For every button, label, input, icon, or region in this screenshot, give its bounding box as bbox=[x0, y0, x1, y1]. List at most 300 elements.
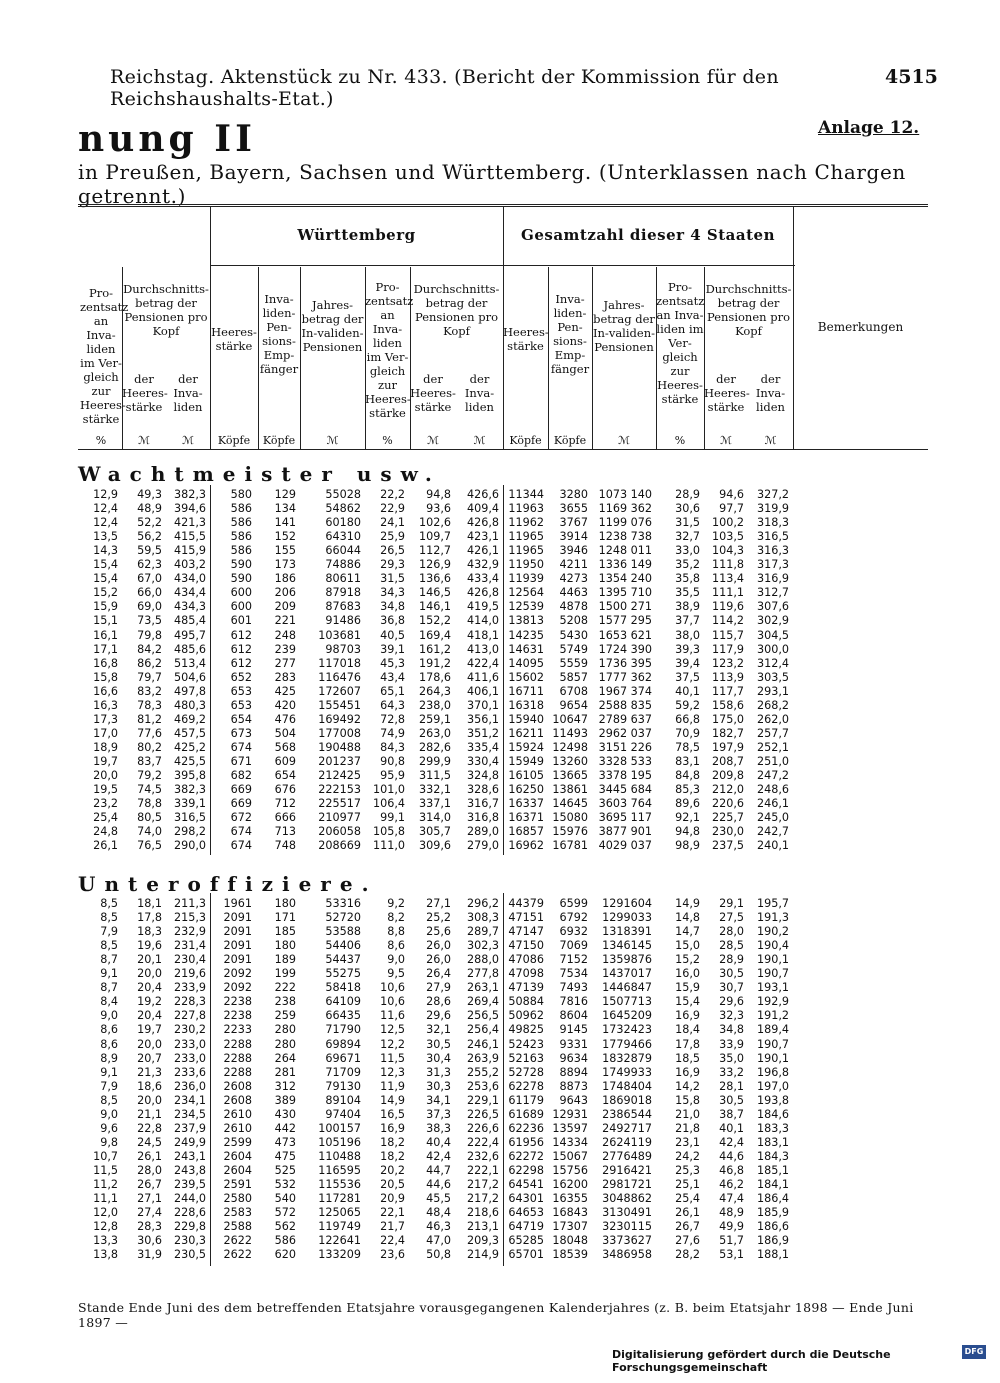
table-cell: 1073 140 bbox=[598, 488, 652, 501]
table-cell: 12,4 bbox=[93, 516, 118, 530]
table-cell: 22,1 bbox=[380, 1206, 405, 1220]
table-cell: 42,4 bbox=[426, 1149, 451, 1163]
table-cell: 24,2 bbox=[675, 1149, 700, 1163]
table-cell: 177008 bbox=[318, 726, 361, 740]
table-cell: 191,2 bbox=[756, 1009, 789, 1023]
table-cell: 1779466 bbox=[602, 1037, 652, 1051]
table-cell: 293,1 bbox=[756, 684, 789, 698]
table-cell: 11,9 bbox=[380, 1079, 405, 1093]
table-cell: 2776489 bbox=[602, 1149, 652, 1163]
table-cell: 15602 bbox=[508, 670, 544, 684]
table-cell: 2610 bbox=[223, 1107, 252, 1121]
table-cell: 1395 710 bbox=[598, 586, 652, 600]
table-cell: 71790 bbox=[325, 1023, 361, 1037]
table-cell: 19,5 bbox=[93, 783, 118, 797]
table-cell: 64109 bbox=[325, 995, 361, 1009]
table-cell: 672 bbox=[230, 811, 252, 825]
table-cell: 184,1 bbox=[756, 1178, 789, 1191]
table-cell: 22,4 bbox=[380, 1234, 405, 1248]
table-cell: 504 bbox=[274, 726, 296, 740]
table-cell: 248 bbox=[274, 628, 296, 642]
table-row bbox=[0, 1206, 1000, 1220]
table-cell: 79,7 bbox=[137, 670, 162, 684]
table-cell: 28,2 bbox=[675, 1248, 700, 1262]
table-cell: 105,8 bbox=[372, 825, 405, 839]
table-cell: 16711 bbox=[508, 684, 544, 698]
table-cell: 94,6 bbox=[719, 488, 744, 501]
table-cell: 146,5 bbox=[418, 586, 451, 600]
table-cell: 257,7 bbox=[756, 726, 789, 740]
dfg-logo-icon: DFG bbox=[962, 1345, 986, 1359]
table-cell: 1832879 bbox=[602, 1051, 652, 1065]
table-cell: 654 bbox=[230, 712, 252, 726]
table-cell: 66435 bbox=[325, 1009, 361, 1023]
table-cell: 77,6 bbox=[137, 726, 162, 740]
table-cell: 53316 bbox=[325, 897, 361, 910]
table-cell: 3946 bbox=[559, 544, 588, 558]
digitization-credit: Digitalisierung gefördert durch die Deutsche Forschungsgemeinschaft bbox=[612, 1348, 891, 1374]
table-cell: 421,3 bbox=[173, 516, 206, 530]
table-cell: 178,6 bbox=[418, 670, 451, 684]
table-cell: 188,1 bbox=[756, 1248, 789, 1262]
table-cell: 2981721 bbox=[602, 1178, 652, 1191]
table-cell: 53,1 bbox=[719, 1248, 744, 1262]
table-cell: 28,1 bbox=[719, 1079, 744, 1093]
table-cell: 2591 bbox=[223, 1178, 252, 1191]
table-cell: 28,6 bbox=[426, 995, 451, 1009]
table-cell: 24,5 bbox=[137, 1135, 162, 1149]
table-cell: 1732423 bbox=[602, 1023, 652, 1037]
table-cell: 251,0 bbox=[756, 754, 789, 768]
table-cell: 318,3 bbox=[756, 516, 789, 530]
table-cell: 1736 395 bbox=[598, 656, 652, 670]
table-cell: 74886 bbox=[325, 558, 361, 572]
unit-label: Köpfe bbox=[262, 434, 296, 447]
table-cell: 562 bbox=[274, 1220, 296, 1234]
table-cell: 20,2 bbox=[380, 1163, 405, 1177]
table-cell: 281 bbox=[274, 1065, 296, 1079]
table-row bbox=[0, 911, 1000, 925]
col-rule bbox=[592, 267, 593, 450]
table-cell: 24,8 bbox=[93, 825, 118, 839]
table-cell: 50884 bbox=[508, 995, 544, 1009]
table-cell: 18,2 bbox=[380, 1149, 405, 1163]
table-cell: 9,1 bbox=[100, 967, 118, 981]
col-header-sub-heeresstaerke: der Heeres-stärke bbox=[410, 372, 456, 414]
table-cell: 89104 bbox=[325, 1093, 361, 1107]
table-cell: 9,0 bbox=[100, 1009, 118, 1023]
table-cell: 6932 bbox=[559, 925, 588, 939]
table-cell: 12,8 bbox=[93, 1220, 118, 1234]
table-cell: 8,5 bbox=[100, 897, 118, 910]
table-cell: 8,7 bbox=[100, 953, 118, 967]
table-cell: 17,8 bbox=[675, 1037, 700, 1051]
table-cell: 51,7 bbox=[719, 1234, 744, 1248]
table-cell: 415,9 bbox=[173, 544, 206, 558]
table-cell: 256,5 bbox=[466, 1009, 499, 1023]
table-cell: 30,5 bbox=[719, 1093, 744, 1107]
table-cell: 182,7 bbox=[711, 726, 744, 740]
table-cell: 15,4 bbox=[675, 995, 700, 1009]
table-cell: 158,6 bbox=[711, 698, 744, 712]
table-cell: 13,3 bbox=[93, 1234, 118, 1248]
table-cell: 62278 bbox=[508, 1079, 544, 1093]
table-cell: 98703 bbox=[325, 642, 361, 656]
table-cell: 220,6 bbox=[711, 797, 744, 811]
table-cell: 2492717 bbox=[602, 1121, 652, 1135]
table-cell: 572 bbox=[274, 1206, 296, 1220]
table-cell: 231,4 bbox=[173, 939, 206, 953]
col-header-prozentsatz: Pro-zentsatz an Inva-liden im Ver-gleich zur Heeres-stärke bbox=[80, 286, 129, 426]
table-cell: 35,5 bbox=[675, 586, 700, 600]
table-cell: 586 bbox=[230, 544, 252, 558]
col-header-heeresstaerke: Heeres-stärke bbox=[503, 325, 549, 353]
table-cell: 155451 bbox=[318, 698, 361, 712]
table-cell: 100,2 bbox=[711, 516, 744, 530]
table-cell: 2604 bbox=[223, 1163, 252, 1177]
table-cell: 20,5 bbox=[380, 1178, 405, 1191]
table-cell: 277,8 bbox=[466, 967, 499, 981]
table-cell: 106,4 bbox=[372, 797, 405, 811]
table-cell: 262,0 bbox=[756, 712, 789, 726]
table-cell: 100157 bbox=[318, 1121, 361, 1135]
table-cell: 1749933 bbox=[602, 1065, 652, 1079]
table-cell: 84,2 bbox=[137, 642, 162, 656]
table-cell: 513,4 bbox=[173, 656, 206, 670]
table-cell: 230,4 bbox=[173, 953, 206, 967]
table-cell: 44379 bbox=[508, 897, 544, 910]
table-row bbox=[0, 981, 1000, 995]
table-cell: 1248 011 bbox=[598, 544, 652, 558]
table-cell: 30,5 bbox=[426, 1037, 451, 1051]
table-cell: 256,4 bbox=[466, 1023, 499, 1037]
table-cell: 351,2 bbox=[466, 726, 499, 740]
table-cell: 426,6 bbox=[466, 488, 499, 501]
table-cell: 126,9 bbox=[418, 558, 451, 572]
table-cell: 10,6 bbox=[380, 995, 405, 1009]
table-cell: 16781 bbox=[552, 839, 588, 853]
table-cell: 15,1 bbox=[93, 614, 118, 628]
table-cell: 669 bbox=[230, 797, 252, 811]
section-title-unteroffiziere: Unteroffiziere. bbox=[78, 872, 378, 896]
table-cell: 8,9 bbox=[100, 1051, 118, 1065]
table-cell: 7493 bbox=[559, 981, 588, 995]
table-row bbox=[0, 516, 1000, 530]
table-cell: 1724 390 bbox=[598, 642, 652, 656]
table-cell: 316,5 bbox=[173, 811, 206, 825]
table-cell: 299,9 bbox=[418, 754, 451, 768]
table-row bbox=[0, 1164, 1000, 1178]
table-cell: 8,8 bbox=[387, 925, 405, 939]
table-cell: 434,3 bbox=[173, 600, 206, 614]
table-cell: 113,9 bbox=[711, 670, 744, 684]
table-cell: 406,1 bbox=[466, 684, 499, 698]
table-cell: 113,4 bbox=[711, 572, 744, 586]
table-cell: 111,1 bbox=[711, 586, 744, 600]
col-header-invaliden: Inva-liden-Pen-sions-Emp-fänger bbox=[259, 292, 299, 376]
table-cell: 2610 bbox=[223, 1121, 252, 1135]
table-cell: 25,4 bbox=[93, 811, 118, 825]
table-cell: 213,1 bbox=[466, 1220, 499, 1234]
table-cell: 173 bbox=[274, 558, 296, 572]
table-cell: 186,4 bbox=[756, 1192, 789, 1206]
table-cell: 191,3 bbox=[756, 911, 789, 925]
table-cell: 15949 bbox=[508, 754, 544, 768]
table-cell: 232,9 bbox=[173, 925, 206, 939]
table-cell: 8,6 bbox=[100, 1037, 118, 1051]
table-cell: 16355 bbox=[552, 1192, 588, 1206]
table-cell: 356,1 bbox=[466, 712, 499, 726]
table-row bbox=[0, 825, 1000, 839]
table-cell: 218,6 bbox=[466, 1206, 499, 1220]
table-cell: 586 bbox=[230, 530, 252, 544]
table-row bbox=[0, 488, 1000, 502]
table-cell: 40,5 bbox=[380, 628, 405, 642]
table-cell: 146,1 bbox=[418, 600, 451, 614]
table-cell: 586 bbox=[230, 502, 252, 516]
table-cell: 394,6 bbox=[173, 502, 206, 516]
table-cell: 35,8 bbox=[675, 572, 700, 586]
table-cell: 33,0 bbox=[675, 544, 700, 558]
table-cell: 15,4 bbox=[93, 572, 118, 586]
table-cell: 16250 bbox=[508, 783, 544, 797]
table-cell: 226,6 bbox=[466, 1121, 499, 1135]
table-cell: 64310 bbox=[325, 530, 361, 544]
table-cell: 14095 bbox=[508, 656, 544, 670]
table-cell: 30,7 bbox=[719, 981, 744, 995]
table-row bbox=[0, 755, 1000, 769]
table-row bbox=[0, 811, 1000, 825]
table-cell: 114,2 bbox=[711, 614, 744, 628]
table-cell: 117281 bbox=[318, 1192, 361, 1206]
table-cell: 27,4 bbox=[137, 1206, 162, 1220]
table-cell: 586 bbox=[230, 516, 252, 530]
table-cell: 212,0 bbox=[711, 783, 744, 797]
table-cell: 11493 bbox=[552, 726, 588, 740]
table-cell: 2622 bbox=[223, 1248, 252, 1262]
table-cell: 23,1 bbox=[675, 1135, 700, 1149]
table-cell: 21,8 bbox=[675, 1121, 700, 1135]
table-cell: 713 bbox=[274, 825, 296, 839]
table-cell: 244,0 bbox=[173, 1192, 206, 1206]
table-cell: 3230115 bbox=[602, 1220, 652, 1234]
unit-label: ℳ bbox=[326, 434, 339, 447]
table-cell: 16105 bbox=[508, 769, 544, 782]
table-row bbox=[0, 1122, 1000, 1136]
table-cell: 74,5 bbox=[137, 783, 162, 797]
table-cell: 2580 bbox=[223, 1192, 252, 1206]
table-cell: 215,3 bbox=[173, 911, 206, 925]
table-cell: 169,4 bbox=[418, 628, 451, 642]
table-cell: 16371 bbox=[508, 811, 544, 825]
table-cell: 193,1 bbox=[756, 981, 789, 995]
table-row bbox=[0, 1248, 1000, 1262]
table-cell: 19,7 bbox=[137, 1023, 162, 1037]
table-cell: 2622 bbox=[223, 1234, 252, 1248]
table-cell: 47,0 bbox=[426, 1234, 451, 1248]
table-cell: 18,1 bbox=[137, 897, 162, 910]
table-cell: 31,5 bbox=[675, 516, 700, 530]
table-cell: 40,1 bbox=[675, 684, 700, 698]
table-cell: 9145 bbox=[559, 1023, 588, 1037]
unit-label: ℳ bbox=[473, 434, 486, 447]
table-cell: 47139 bbox=[508, 981, 544, 995]
table-cell: 674 bbox=[230, 825, 252, 839]
table-cell: 669 bbox=[230, 783, 252, 797]
table-row bbox=[0, 657, 1000, 671]
table-cell: 52163 bbox=[508, 1051, 544, 1065]
table-cell: 11965 bbox=[508, 544, 544, 558]
table-cell: 125065 bbox=[318, 1206, 361, 1220]
table-cell: 111,8 bbox=[711, 558, 744, 572]
table-cell: 47147 bbox=[508, 925, 544, 939]
table-cell: 253,6 bbox=[466, 1079, 499, 1093]
table-cell: 17307 bbox=[552, 1220, 588, 1234]
table-cell: 60180 bbox=[325, 516, 361, 530]
table-cell: 16962 bbox=[508, 839, 544, 853]
table-cell: 119749 bbox=[318, 1220, 361, 1234]
table-cell: 13,5 bbox=[93, 530, 118, 544]
table-row bbox=[0, 614, 1000, 628]
table-cell: 280 bbox=[274, 1037, 296, 1051]
table-cell: 52720 bbox=[325, 911, 361, 925]
table-cell: 95,9 bbox=[380, 769, 405, 782]
table-cell: 15,9 bbox=[675, 981, 700, 995]
table-cell: 16,8 bbox=[93, 656, 118, 670]
table-cell: 654 bbox=[274, 769, 296, 782]
table-cell: 12,4 bbox=[93, 502, 118, 516]
table-cell: 217,2 bbox=[466, 1192, 499, 1206]
table-cell: 682 bbox=[230, 769, 252, 782]
table-cell: 1653 621 bbox=[598, 628, 652, 642]
table-cell: 228,3 bbox=[173, 995, 206, 1009]
table-cell: 103,5 bbox=[711, 530, 744, 544]
table-cell: 66,0 bbox=[137, 586, 162, 600]
table-cell: 185 bbox=[274, 925, 296, 939]
table-cell: 3695 117 bbox=[598, 811, 652, 825]
col-header-sub-invaliden: der Inva-liden bbox=[173, 372, 203, 414]
table-cell: 98,9 bbox=[675, 839, 700, 853]
table-cell: 3655 bbox=[559, 502, 588, 516]
table-cell: 8,6 bbox=[387, 939, 405, 953]
table-cell: 11939 bbox=[508, 572, 544, 586]
table-cell: 19,6 bbox=[137, 939, 162, 953]
table-cell: 16,9 bbox=[675, 1009, 700, 1023]
table-cell: 237,9 bbox=[173, 1121, 206, 1135]
table-cell: 61179 bbox=[508, 1093, 544, 1107]
table-cell: 1359876 bbox=[602, 953, 652, 967]
table-row bbox=[0, 1080, 1000, 1094]
table-cell: 15,2 bbox=[675, 953, 700, 967]
table-cell: 45,3 bbox=[380, 656, 405, 670]
table-cell: 20,9 bbox=[380, 1192, 405, 1206]
table-cell: 27,1 bbox=[426, 897, 451, 910]
table-cell: 123,2 bbox=[711, 656, 744, 670]
table-cell: 109,7 bbox=[418, 530, 451, 544]
table-cell: 302,9 bbox=[756, 614, 789, 628]
table-cell: 190,7 bbox=[756, 967, 789, 981]
table-cell: 78,5 bbox=[675, 740, 700, 754]
table-cell: 240,1 bbox=[756, 839, 789, 853]
table-cell: 8,5 bbox=[100, 939, 118, 953]
table-cell: 2962 037 bbox=[598, 726, 652, 740]
table-cell: 10,7 bbox=[93, 1149, 118, 1163]
table-cell: 3280 bbox=[559, 488, 588, 501]
table-cell: 263,1 bbox=[466, 981, 499, 995]
table-cell: 35,2 bbox=[675, 558, 700, 572]
table-cell: 2588 835 bbox=[598, 698, 652, 712]
table-cell: 712 bbox=[274, 797, 296, 811]
table-cell: 46,2 bbox=[719, 1178, 744, 1191]
table-cell: 11962 bbox=[508, 516, 544, 530]
table-cell: 14,9 bbox=[675, 897, 700, 910]
table-cell: 74,0 bbox=[137, 825, 162, 839]
col-header-sub-heeresstaerke: der Heeres-stärke bbox=[122, 372, 168, 414]
table-cell: 192,9 bbox=[756, 995, 789, 1009]
table-cell: 16,5 bbox=[380, 1107, 405, 1121]
table-row bbox=[0, 953, 1000, 967]
table-row bbox=[0, 1052, 1000, 1066]
table-cell: 234,5 bbox=[173, 1107, 206, 1121]
table-cell: 2583 bbox=[223, 1206, 252, 1220]
table-cell: 413,0 bbox=[466, 642, 499, 656]
table-cell: 195,7 bbox=[756, 897, 789, 910]
table-cell: 10647 bbox=[552, 712, 588, 726]
table-cell: 39,3 bbox=[675, 642, 700, 656]
table-cell: 1318391 bbox=[602, 925, 652, 939]
table-cell: 78,8 bbox=[137, 797, 162, 811]
table-cell: 64,3 bbox=[380, 698, 405, 712]
table-cell: 14,2 bbox=[675, 1079, 700, 1093]
table-cell: 28,9 bbox=[675, 488, 700, 501]
table-cell: 283 bbox=[274, 670, 296, 684]
table-cell: 214,9 bbox=[466, 1248, 499, 1262]
table-cell: 423,1 bbox=[466, 530, 499, 544]
table-cell: 39,1 bbox=[380, 642, 405, 656]
table-cell: 16,9 bbox=[380, 1121, 405, 1135]
table-cell: 16,0 bbox=[675, 967, 700, 981]
table-cell: 601 bbox=[230, 614, 252, 628]
table-cell: 76,5 bbox=[137, 839, 162, 853]
table-cell: 27,5 bbox=[719, 911, 744, 925]
table-cell: 20,0 bbox=[93, 769, 118, 782]
table-cell: 58418 bbox=[325, 981, 361, 995]
table-cell: 1346145 bbox=[602, 939, 652, 953]
table-cell: 37,3 bbox=[426, 1107, 451, 1121]
table-cell: 21,1 bbox=[137, 1107, 162, 1121]
table-cell: 230,5 bbox=[173, 1248, 206, 1262]
col-rule bbox=[300, 267, 301, 450]
table-cell: 3445 684 bbox=[598, 783, 652, 797]
table-cell: 495,7 bbox=[173, 628, 206, 642]
table-cell: 316,7 bbox=[466, 797, 499, 811]
table-cell: 259 bbox=[274, 1009, 296, 1023]
table-cell: 122641 bbox=[318, 1234, 361, 1248]
table-cell: 7,9 bbox=[100, 1079, 118, 1093]
table-cell: 11,1 bbox=[93, 1192, 118, 1206]
table-cell: 133209 bbox=[318, 1248, 361, 1262]
table-cell: 110488 bbox=[318, 1149, 361, 1163]
table-cell: 56,2 bbox=[137, 530, 162, 544]
table-cell: 674 bbox=[230, 839, 252, 853]
table-cell: 74,9 bbox=[380, 726, 405, 740]
table-cell: 183,1 bbox=[756, 1135, 789, 1149]
table-cell: 232,6 bbox=[466, 1149, 499, 1163]
table-cell: 5430 bbox=[559, 628, 588, 642]
table-cell: 3378 195 bbox=[598, 769, 652, 782]
table-cell: 79,8 bbox=[137, 628, 162, 642]
table-cell: 3151 226 bbox=[598, 740, 652, 754]
